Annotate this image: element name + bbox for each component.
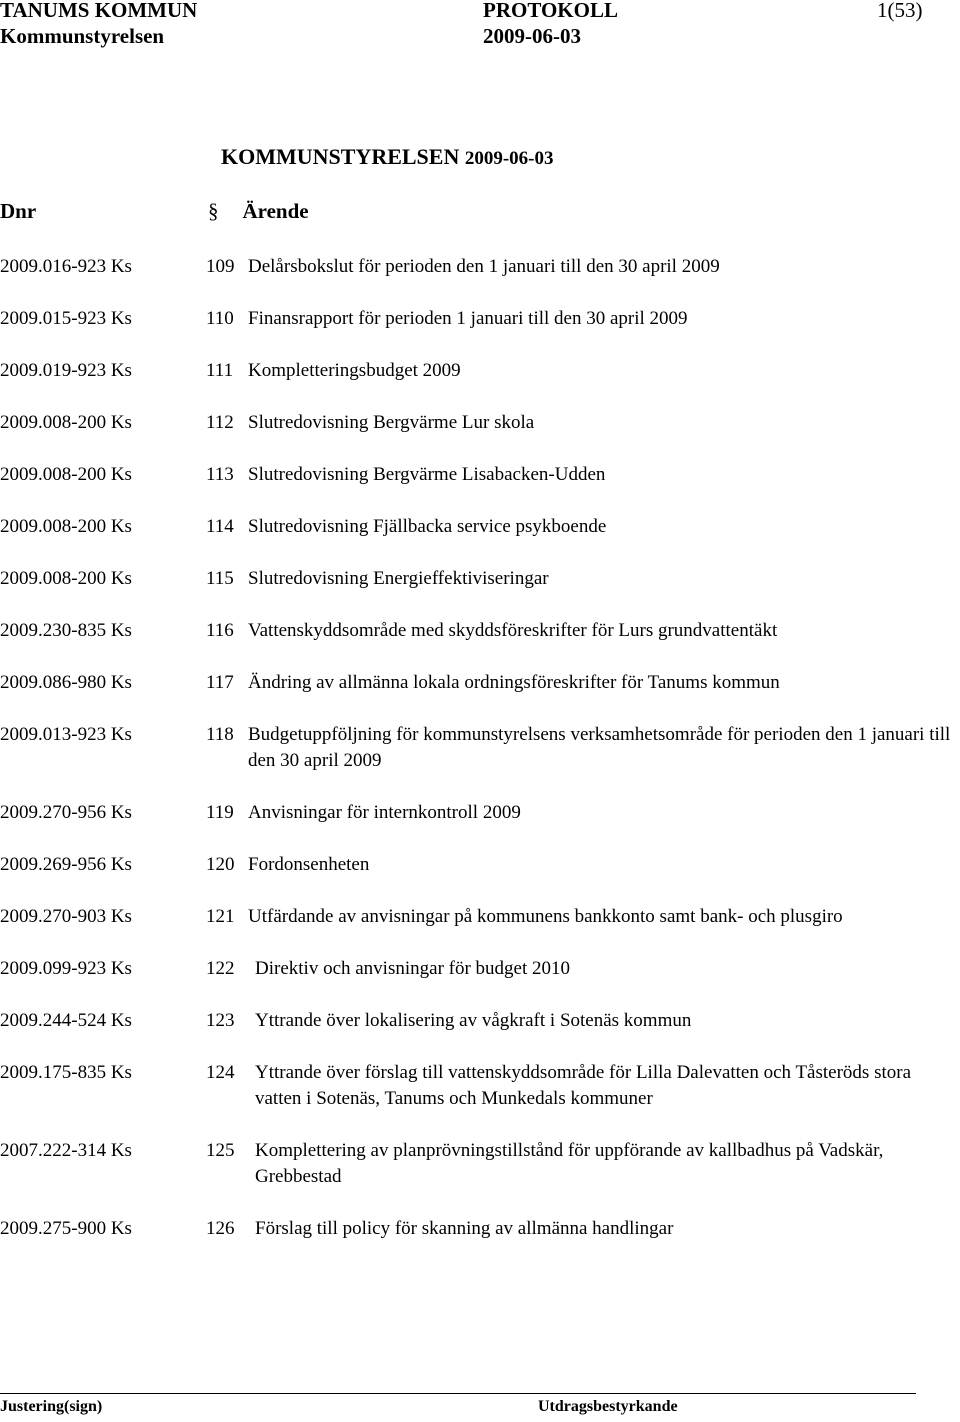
- item-section-number: 117: [206, 672, 234, 693]
- item-dnr: 2009.016-923 Ks: [0, 256, 132, 277]
- column-header-matter: [208, 199, 309, 224]
- page-header-row-1: [0, 0, 960, 26]
- item-dnr: 2009.019-923 Ks: [0, 360, 132, 381]
- item-title: Finansrapport för perioden 1 januari till den 30 april 2009: [248, 308, 688, 329]
- footer-divider: [0, 1393, 916, 1394]
- item-dnr: 2009.099-923 Ks: [0, 958, 132, 979]
- item-section-number: 115: [206, 568, 234, 589]
- header-date: 2009-06-03: [483, 24, 581, 48]
- item-title: Slutredovisning Energieffektiviseringar: [248, 568, 549, 589]
- organization-name: TANUMS KOMMUN: [0, 0, 198, 22]
- item-section-number: 112: [206, 412, 234, 433]
- item-section-number: 123: [206, 1010, 235, 1031]
- item-section-number: 121: [206, 906, 235, 927]
- title-name: KOMMUNSTYRELSEN: [221, 144, 460, 169]
- item-section-number: 126: [206, 1218, 235, 1239]
- item-section-number: 118: [206, 724, 234, 745]
- section-symbol: §: [208, 199, 219, 223]
- item-section-number: 109: [206, 256, 235, 277]
- column-header-dnr: Dnr: [0, 199, 37, 223]
- item-section-number: 122: [206, 958, 235, 979]
- item-title: Yttrande över lokalisering av vågkraft i Sotenäs kommun: [255, 1010, 692, 1031]
- item-section-number: 113: [206, 464, 234, 485]
- item-title: Vattenskyddsområde med skyddsföreskrifter för Lurs grundvattentäkt: [248, 620, 778, 641]
- item-title: Ändring av allmänna lokala ordningsföreskrifter för Tanums kommun: [248, 672, 780, 693]
- item-dnr: 2009.270-903 Ks: [0, 906, 132, 927]
- item-dnr: 2007.222-314 Ks: [0, 1140, 132, 1161]
- department-name: Kommunstyrelsen: [0, 24, 165, 48]
- item-section-number: 119: [206, 802, 234, 823]
- item-title: Slutredovisning Bergvärme Lur skola: [248, 412, 535, 433]
- column-header-matter-label: Ärende: [242, 199, 309, 223]
- item-title: Kompletteringsbudget 2009: [248, 360, 461, 381]
- page-header-row-2: [0, 24, 960, 52]
- item-section-number: 125: [206, 1140, 235, 1161]
- item-dnr: 2009.008-200 Ks: [0, 412, 132, 433]
- item-dnr: 2009.008-200 Ks: [0, 568, 132, 589]
- item-title: Yttrande över förslag till vattenskyddsområde för Lilla Dalevatten och Tåsteröds stora vatten i Sotenäs, Tanums och Munkedals kommuner: [255, 1062, 912, 1109]
- item-title: Slutredovisning Fjällbacka service psykboende: [248, 516, 607, 537]
- page-title: [221, 144, 554, 170]
- item-dnr: 2009.008-200 Ks: [0, 464, 132, 485]
- item-dnr: 2009.175-835 Ks: [0, 1062, 132, 1083]
- page-number: 1(53): [877, 0, 923, 22]
- item-dnr: 2009.008-200 Ks: [0, 516, 132, 537]
- item-dnr: 2009.269-956 Ks: [0, 854, 132, 875]
- document-type: PROTOKOLL: [483, 0, 618, 22]
- item-section-number: 124: [206, 1062, 235, 1083]
- title-date: 2009-06-03: [464, 148, 554, 169]
- item-title: Förslag till policy för skanning av allmänna handlingar: [255, 1218, 674, 1239]
- item-section-number: 111: [206, 360, 234, 381]
- footer-justering: Justering(sign): [0, 1398, 103, 1415]
- item-title: Slutredovisning Bergvärme Lisabacken-Udden: [248, 464, 606, 485]
- item-title: Fordonsenheten: [248, 854, 370, 875]
- item-title: Anvisningar för internkontroll 2009: [248, 802, 521, 823]
- item-title: Delårsbokslut för perioden den 1 januari till den 30 april 2009: [248, 256, 720, 277]
- item-section-number: 110: [206, 308, 234, 329]
- item-title: Direktiv och anvisningar för budget 2010: [255, 958, 571, 979]
- item-title: Budgetuppföljning för kommunstyrelsens verksamhetsområde för perioden den 1 januari till den 30 april 2009: [248, 724, 951, 771]
- item-dnr: 2009.244-524 Ks: [0, 1010, 132, 1031]
- item-dnr: 2009.230-835 Ks: [0, 620, 132, 641]
- footer-utdragsbestyrkande: Utdragsbestyrkande: [538, 1398, 678, 1415]
- item-dnr: 2009.275-900 Ks: [0, 1218, 132, 1239]
- item-dnr: 2009.013-923 Ks: [0, 724, 132, 745]
- item-dnr: 2009.270-956 Ks: [0, 802, 132, 823]
- item-title: Utfärdande av anvisningar på kommunens bankkonto samt bank- och plusgiro: [248, 906, 843, 927]
- item-section-number: 114: [206, 516, 234, 537]
- item-dnr: 2009.086-980 Ks: [0, 672, 132, 693]
- item-section-number: 120: [206, 854, 235, 875]
- item-dnr: 2009.015-923 Ks: [0, 308, 132, 329]
- item-section-number: 116: [206, 620, 234, 641]
- item-title: Komplettering av planprövningstillstånd för uppförande av kallbadhus på Vadskär, Grebbestad: [255, 1140, 884, 1187]
